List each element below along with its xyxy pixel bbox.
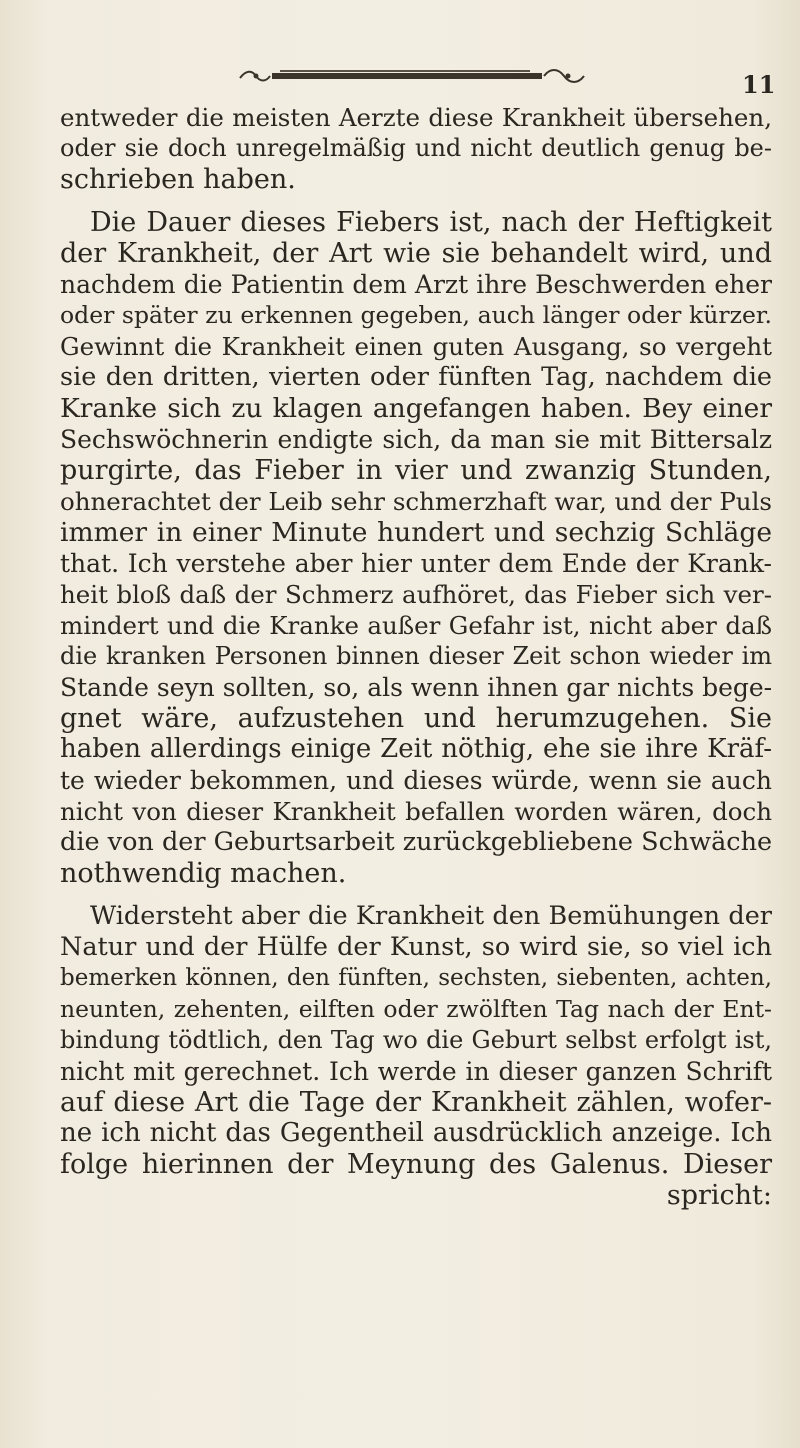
text-line: heit bloß daß der Schmerz aufhöret, das Fieber sich ver- [60,580,772,609]
text-line: Natur und der Hülfe der Kunst, so wird sie, so viel ich [60,932,772,962]
text-line: nicht mit gerechnet. Ich werde in dieser ganzen Schrift [60,1057,772,1086]
text-line: bindung tödtlich, den Tag wo die Geburt selbst erfolgt ist, [60,1026,772,1054]
text-line: nicht von dieser Krankheit befallen worden wären, doch [60,797,772,826]
text-line: that. Ich verstehe aber hier unter dem Ende der Krank- [60,549,772,578]
text-line: nachdem die Patientin dem Arzt ihre Beschwerden eher [60,270,772,299]
text-line: oder später zu erkennen gegeben, auch länger oder kürzer. [60,301,772,329]
paragraph-2 [60,207,772,889]
text-line: Die Dauer dieses Fiebers ist, nach der Heftigkeit [90,207,772,238]
text-line: Widersteht aber die Krankheit den Bemühungen der [90,901,772,931]
text-line: gnet wäre, aufzustehen und herumzugehen. Sie [60,703,772,734]
text-line: spricht: [666,1180,772,1211]
text-line: neunten, zehenten, eilften oder zwölften Tag nach der Ent- [60,995,772,1023]
text-line: nothwendig machen. [60,858,347,889]
paragraph-3 [60,901,772,1211]
body-text [60,102,772,1211]
text-line: die von der Geburtsarbeit zurückgebliebene Schwäche [60,827,773,857]
text-line: oder sie doch unregelmäßig und nicht deutlich genug be- [60,134,772,162]
text-line: der Krankheit, der Art wie sie behandelt wird, und [60,238,772,269]
paragraph-1 [60,102,772,195]
text-line: mindert und die Kranke außer Gefahr ist, nicht aber daß [60,611,772,640]
text-line: sie den dritten, vierten oder fünften Tag, nachdem die [60,362,772,392]
text-line: schrieben haben. [60,164,296,195]
page-number: 11 [742,70,776,99]
text-line: ohnerachtet der Leib sehr schmerzhaft war, und der Puls [60,487,772,516]
text-line: Stande seyn sollten, so, als wenn ihnen gar nichts bege- [60,673,773,702]
text-line: die kranken Personen binnen dieser Zeit schon wieder im [60,642,772,670]
text-line: te wieder bekommen, und dieses würde, wenn sie auch [60,766,772,795]
text-line: immer in einer Minute hundert und sechzig Schläge [60,517,772,548]
header-ornament [232,64,592,88]
text-line: purgirte, das Fieber in vier und zwanzig Stunden, [60,455,772,486]
text-line: Kranke sich zu klagen angefangen haben. Bey einer [60,393,772,424]
text-line: haben allerdings einige Zeit nöthig, ehe sie ihre Kräf- [60,734,772,764]
text-line: Gewinnt die Krankheit einen guten Ausgang, so vergeht [60,332,772,361]
text-line: folge hierinnen der Meynung des Galenus. Dieser [60,1149,772,1180]
text-line: ne ich nicht das Gegentheil ausdrücklich anzeige. Ich [60,1118,772,1148]
text-line: entweder die meisten Aerzte diese Krankheit übersehen, [60,103,772,132]
text-line: auf diese Art die Tage der Krankheit zählen, wofer- [60,1087,772,1118]
text-line: Sechswöchnerin endigte sich, da man sie mit Bittersalz [60,425,772,454]
text-line: bemerken können, den fünften, sechsten, siebenten, achten, [60,965,772,991]
